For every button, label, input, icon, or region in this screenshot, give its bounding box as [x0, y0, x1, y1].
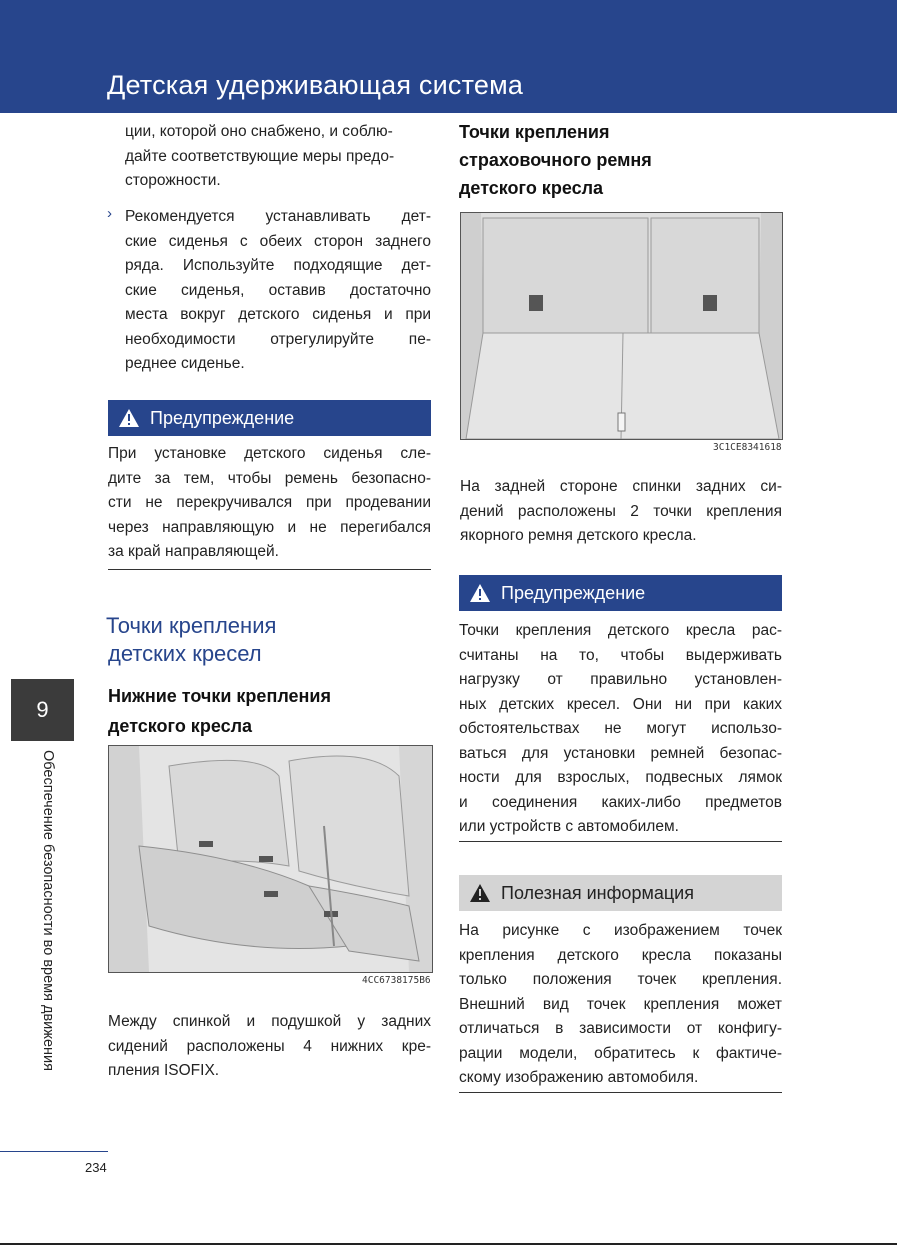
bullet-arrow-icon: ›: [107, 205, 112, 222]
text-line: Внешний вид точек крепления может: [459, 995, 782, 1013]
text-line: На задней стороне спинки задних си-: [460, 478, 782, 495]
text-line: обстоятельствах не могут использо-: [459, 720, 782, 737]
chapter-tab[interactable]: 9: [11, 679, 74, 741]
footer-divider: [0, 1151, 108, 1152]
section-title-line: детских кресел: [108, 641, 262, 666]
text-line: Между спинкой и подушкой у задних: [108, 1013, 431, 1030]
figure-code: 3C1CE8341618: [713, 442, 782, 453]
text-line: ных детских кресел. Они ни при каких: [459, 695, 782, 713]
page-number: 234: [85, 1160, 107, 1175]
warning-title: Предупреждение: [501, 582, 646, 603]
text-line: и соединения каких-либо предметов: [459, 793, 782, 811]
page-bottom-border: [0, 1243, 897, 1245]
text-line: сти не перекручивался при продевании: [108, 494, 431, 511]
divider: [108, 569, 431, 570]
text-line: якорного ремня детского кресла.: [460, 527, 697, 544]
right-heading: [459, 118, 789, 202]
subsection-title-line: детского кресла: [108, 716, 253, 736]
section-heading: [106, 612, 436, 668]
section-title-line: Точки крепления: [106, 613, 277, 638]
text-line: нагрузку от правильно установлен-: [459, 671, 782, 688]
info-body: [459, 919, 782, 1091]
text-line: На рисунке с изображением точек: [459, 922, 782, 939]
text-line: При установке детского сиденья сле-: [108, 445, 431, 462]
page-header: [0, 0, 897, 113]
tether-paragraph: [460, 475, 782, 549]
seat-illustration: [109, 746, 432, 972]
warning-body: [108, 442, 431, 565]
isofix-paragraph: [108, 1010, 431, 1084]
text-line: ряда. Используйте подходящие дет-: [125, 257, 431, 274]
text-line: ции, которой оно снабжено, и соблю-: [125, 123, 393, 140]
divider: [459, 841, 782, 842]
chapter-title-vertical: [36, 750, 56, 1110]
text-line: сидений расположены 4 нижних кре-: [108, 1037, 431, 1055]
text-line: ские сиденья с обеих сторон заднего: [125, 232, 431, 250]
subsection-title-line: Нижние точки крепления: [108, 686, 331, 706]
heading-line: Точки крепления: [459, 122, 610, 142]
continued-paragraph: [108, 120, 431, 194]
text-line: дайте соответствующие меры предо-: [125, 147, 395, 165]
text-line: через направляющую и не перегибался: [108, 518, 431, 536]
warning-triangle-icon: [118, 408, 140, 428]
text-line: дений расположены 2 точки крепления: [460, 502, 782, 520]
subsection-heading: [108, 681, 438, 741]
text-line: скому изображению автомобиля.: [459, 1069, 699, 1086]
chapter-title: Обеспечение безопасности во время движения: [40, 750, 56, 1071]
text-line: пления ISOFIX.: [108, 1062, 220, 1079]
info-title: Полезная информация: [501, 882, 694, 903]
warning-title: Предупреждение: [150, 407, 295, 428]
figure-code: 4CC6738175B6: [362, 975, 431, 986]
heading-line: детского кресла: [459, 178, 604, 198]
text-line: за край направляющей.: [108, 543, 279, 560]
tether-anchor-figure: [460, 212, 783, 440]
warning-body: [459, 619, 782, 840]
text-line: рации модели, обратитесь к фактиче-: [459, 1044, 782, 1062]
warning-triangle-icon: [469, 583, 491, 603]
text-line: считаны на то, чтобы выдерживать: [459, 646, 782, 664]
warning-triangle-icon: [469, 883, 491, 903]
text-line: ваться для установки ремней безопас-: [459, 744, 782, 762]
text-line: Точки крепления детского кресла рас-: [459, 622, 782, 639]
text-line: ности для взрослых, подвесных лямок: [459, 769, 782, 786]
text-line: только положения точек крепления.: [459, 971, 782, 988]
text-line: реднее сиденье.: [125, 355, 245, 372]
trunk-illustration: [461, 213, 782, 439]
isofix-seat-figure: [108, 745, 433, 973]
text-line: дите за тем, чтобы ремень безопасно-: [108, 469, 431, 487]
heading-line: страховочного ремня: [459, 150, 652, 170]
text-line: или устройств с автомобилем.: [459, 818, 679, 835]
warning-header: [459, 575, 782, 611]
text-line: необходимости отрегулируйте пе-: [125, 330, 431, 348]
info-header: [459, 875, 782, 911]
text-line: Рекомендуется устанавливать дет-: [125, 208, 431, 225]
text-line: отличаться в зависимости от конфигу-: [459, 1020, 782, 1037]
warning-header: [108, 400, 431, 436]
text-line: места вокруг детского сиденья и при: [125, 306, 431, 323]
text-line: крепления детского кресла показаны: [459, 946, 782, 964]
page-title: Детская удерживающая система: [107, 70, 524, 100]
left-column: [108, 120, 431, 194]
bullet-paragraph: [125, 205, 431, 377]
divider: [459, 1092, 782, 1093]
text-line: сторожности.: [125, 172, 221, 189]
text-line: ские сиденья, оставив достаточно: [125, 281, 431, 299]
